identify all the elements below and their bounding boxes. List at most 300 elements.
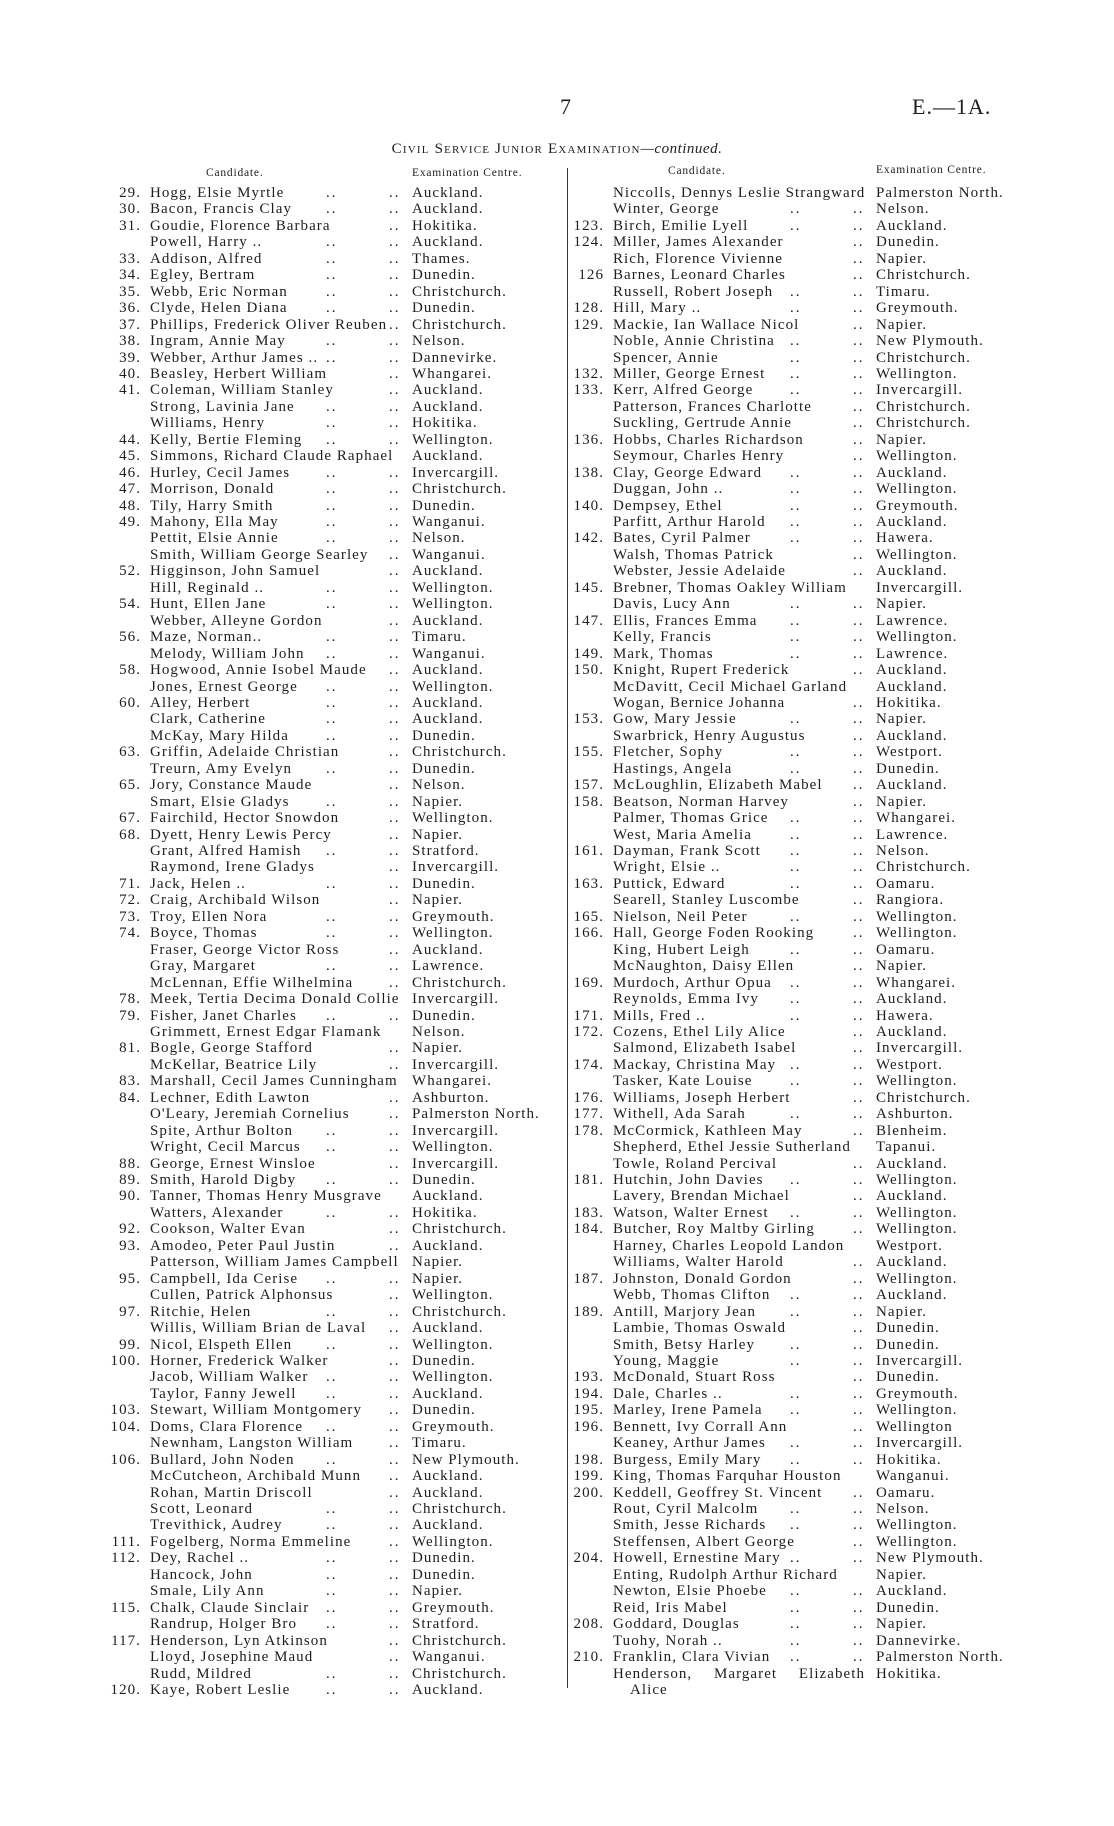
entry-mid-dots: ..	[790, 1435, 802, 1452]
entry-num: 204.	[573, 1550, 604, 1567]
entry-name: Mark, Thomas	[613, 645, 714, 662]
entry-mid-dots: ..	[326, 1665, 338, 1682]
entry-centre: Wellington.	[412, 1287, 494, 1304]
entry-name: Wogan, Bernice Johanna	[613, 694, 786, 711]
entry-name: Williams, Henry	[150, 415, 266, 432]
entry-centre: Wellington.	[876, 1270, 958, 1287]
entry-num: 92.	[119, 1221, 141, 1238]
entry-mid-dots: ..	[790, 941, 802, 958]
entry-centre: Dunedin.	[876, 1369, 940, 1386]
entry-end-dots: ..	[853, 1484, 865, 1501]
entry-name: Murdoch, Arthur Opua	[613, 974, 772, 991]
entry-end-dots: ..	[853, 1550, 865, 1567]
entry-end-dots: ..	[853, 744, 865, 761]
entry-num: 117.	[111, 1632, 141, 1649]
entry-end-dots: ..	[853, 349, 865, 366]
entry-mid-dots: ..	[790, 629, 802, 646]
entry-centre: Hokitika.	[876, 1451, 942, 1468]
entry-end-dots: ..	[853, 1270, 865, 1287]
entry-centre: Christchurch.	[876, 1089, 971, 1106]
entry-name: Fletcher, Sophy	[613, 744, 724, 761]
entry-mid-dots: ..	[326, 283, 338, 300]
entry-end-dots: ..	[853, 1073, 865, 1090]
entry-end-dots: ..	[853, 892, 865, 909]
entry-mid-dots: ..	[790, 908, 802, 925]
entry-mid-dots: ..	[326, 431, 338, 448]
entry-num: 83.	[119, 1073, 141, 1090]
entry-centre: New Plymouth.	[412, 1451, 520, 1468]
entry-mid-dots: ..	[326, 1007, 338, 1024]
entry-centre: Rangiora.	[876, 892, 945, 909]
entry-name: Hill, Reginald ..	[150, 579, 265, 596]
entry-end-dots: ..	[389, 481, 401, 498]
entry-num: 46.	[119, 464, 141, 481]
entry-centre: Auckland.	[412, 1385, 484, 1402]
entry-num: 112.	[111, 1550, 141, 1567]
entry-num: 194.	[573, 1385, 604, 1402]
entry-centre: Christchurch.	[876, 398, 971, 415]
entry-end-dots: ..	[853, 1517, 865, 1534]
entry-name: Cookson, Walter Evan	[150, 1221, 306, 1238]
entry-name: Raymond, Irene Gladys	[150, 859, 315, 876]
entry-centre: Napier.	[412, 1583, 464, 1600]
entry-end-dots: ..	[853, 974, 865, 991]
entry-name: Bogle, George Stafford	[150, 1040, 313, 1057]
entry-centre: Auckland.	[876, 678, 948, 695]
entry-centre: Napier.	[876, 793, 928, 810]
entry-mid-dots: ..	[790, 333, 802, 350]
entry-centre: Dunedin.	[876, 234, 940, 251]
entry-end-dots: ..	[389, 1435, 401, 1452]
entry-num: 171.	[573, 1007, 604, 1024]
entry-end-dots: ..	[853, 1599, 865, 1616]
entry-name: West, Maria Amelia	[613, 826, 752, 843]
entry-centre: Christchurch.	[412, 974, 507, 991]
entry-centre: Timaru.	[412, 629, 467, 646]
entry-name: Webb, Eric Norman	[150, 283, 288, 300]
entry-centre: Napier.	[876, 1303, 928, 1320]
entry-centre: Invercargill.	[876, 1435, 964, 1452]
entry-centre: Auckland.	[412, 941, 484, 958]
entry-centre: Auckland.	[412, 201, 484, 218]
entry-centre: Oamaru.	[876, 1484, 936, 1501]
entry-end-dots: ..	[389, 546, 401, 563]
entry-num: 142.	[573, 530, 604, 547]
entry-name: Webber, Arthur James ..	[150, 349, 319, 366]
entry-end-dots: ..	[853, 826, 865, 843]
entry-mid-dots: ..	[326, 1566, 338, 1583]
entry-end-dots: ..	[389, 382, 401, 399]
entry-name: Fisher, Janet Charles	[150, 1007, 297, 1024]
entry-end-dots: ..	[853, 777, 865, 794]
entry-centre: Palmerston North.	[876, 1649, 1004, 1666]
entry-name: Patterson, Frances Charlotte	[613, 398, 812, 415]
entry-name: Henderson, Lyn Atkinson	[150, 1632, 328, 1649]
entry-name: Smith, Jesse Richards	[613, 1517, 767, 1534]
entry-end-dots: ..	[389, 1007, 401, 1024]
entry-name: Noble, Annie Christina	[613, 333, 775, 350]
entry-name-word: Henderson,	[613, 1665, 693, 1682]
entry-mid-dots: ..	[326, 1204, 338, 1221]
entry-name: Hobbs, Charles Richardson	[613, 431, 804, 448]
entry-centre: Invercargill.	[412, 991, 500, 1008]
entry-num: 153.	[573, 711, 604, 728]
entry-centre: Auckland.	[412, 1188, 484, 1205]
entry-centre: Auckland.	[412, 1517, 484, 1534]
entry-centre: Whangarei.	[876, 810, 957, 827]
entry-name: Parfitt, Arthur Harold	[613, 514, 766, 530]
entry-end-dots: ..	[853, 497, 865, 514]
entry-end-dots: ..	[389, 1418, 401, 1435]
entry-num: 89.	[119, 1172, 141, 1188]
entry-centre: Dannevirke.	[412, 349, 498, 366]
entry-end-dots: ..	[389, 1089, 401, 1106]
entry-end-dots: ..	[853, 1501, 865, 1517]
entry-name: Hutchin, John Davies	[613, 1172, 764, 1188]
entry-end-dots: ..	[853, 1155, 865, 1172]
entry-mid-dots: ..	[326, 514, 338, 530]
entry-name: Meek, Tertia Decima Donald Collie	[150, 991, 400, 1008]
entry-end-dots: ..	[853, 662, 865, 679]
entry-centre: Wellington.	[876, 448, 958, 465]
entry-centre: Dunedin.	[412, 727, 476, 744]
entry-centre: Auckland.	[876, 662, 948, 679]
entry-end-dots: ..	[853, 250, 865, 267]
entry-num: 120.	[110, 1681, 141, 1698]
entry-name: Keaney, Arthur James	[613, 1435, 766, 1452]
entry-centre: Christchurch.	[412, 1303, 507, 1320]
entry-name: Wright, Elsie ..	[613, 859, 721, 876]
entry-num: 33.	[119, 250, 141, 267]
entry-centre: Dunedin.	[412, 1402, 476, 1419]
entry-mid-dots: ..	[790, 1303, 802, 1320]
entry-end-dots: ..	[389, 1320, 401, 1337]
entry-end-dots: ..	[853, 859, 865, 876]
entry-centre: Timaru.	[876, 283, 931, 300]
entry-mid-dots: ..	[326, 1451, 338, 1468]
entry-name: McDonald, Stuart Ross	[613, 1369, 776, 1386]
entry-centre: Christchurch.	[412, 1221, 507, 1238]
entry-mid-dots: ..	[790, 1106, 802, 1123]
entry-mid-dots: ..	[790, 283, 802, 300]
entry-name: Suckling, Gertrude Annie	[613, 415, 792, 432]
entry-name: Dempsey, Ethel	[613, 497, 723, 514]
entry-name: Steffensen, Albert George	[613, 1533, 795, 1550]
entry-num: 195.	[573, 1402, 604, 1419]
entry-name: Jones, Ernest George	[150, 678, 298, 695]
entry-centre: Nelson.	[876, 843, 930, 859]
entry-centre: Auckland.	[876, 727, 948, 744]
report-code-main: E.—1	[912, 94, 968, 119]
entry-centre: Wellington.	[412, 431, 494, 448]
entry-mid-dots: ..	[790, 514, 802, 530]
entry-name: Powell, Harry ..	[150, 234, 263, 251]
entry-name: Watson, Walter Ernest	[613, 1204, 769, 1221]
entry-mid-dots: ..	[790, 843, 802, 859]
entry-mid-dots: ..	[326, 234, 338, 251]
entry-num: 115.	[111, 1599, 141, 1616]
entry-name: King, Hubert Leigh	[613, 941, 750, 958]
entry-centre: Wellington.	[876, 908, 958, 925]
entry-end-dots: ..	[853, 1369, 865, 1386]
entry-end-dots: ..	[389, 1616, 401, 1633]
entry-num: 111.	[111, 1533, 141, 1550]
entry-centre: Wellington.	[412, 579, 494, 596]
entry-mid-dots: ..	[790, 1287, 802, 1304]
entry-end-dots: ..	[853, 760, 865, 777]
entry-centre: Wellington.	[876, 629, 958, 646]
entry-num: 47.	[119, 481, 141, 498]
entry-num: 138.	[573, 464, 604, 481]
entry-centre: Auckland.	[412, 448, 484, 465]
entry-mid-dots: ..	[326, 694, 338, 711]
entry-centre: Lawrence.	[412, 958, 485, 975]
entry-name: Lambie, Thomas Oswald	[613, 1320, 786, 1337]
entry-centre: Auckland.	[876, 217, 948, 234]
entry-end-dots: ..	[853, 629, 865, 646]
entry-mid-dots: ..	[790, 974, 802, 991]
entry-num: 126	[578, 267, 604, 284]
entry-mid-dots: ..	[790, 1517, 802, 1534]
entry-num: 189.	[573, 1303, 604, 1320]
entry-mid-dots: ..	[326, 1550, 338, 1567]
entry-name: Cozens, Ethel Lily Alice	[613, 1023, 786, 1040]
entry-centre: Greymouth.	[412, 908, 495, 925]
entry-centre: Oamaru.	[876, 875, 936, 892]
entry-centre: Napier.	[876, 1616, 928, 1633]
entry-end-dots: ..	[853, 941, 865, 958]
entry-name: Miller, James Alexander	[613, 234, 784, 251]
entry-centre: Wellington.	[876, 365, 958, 382]
entry-num: 177.	[573, 1106, 604, 1123]
entry-end-dots: ..	[853, 1122, 865, 1139]
entry-mid-dots: ..	[790, 859, 802, 876]
entry-centre: Auckland.	[412, 382, 484, 399]
entry-mid-dots: ..	[326, 1369, 338, 1386]
entry-name: Franklin, Clara Vivian	[613, 1649, 771, 1666]
entry-mid-dots: ..	[326, 958, 338, 975]
entry-end-dots: ..	[853, 1533, 865, 1550]
entry-num: 140.	[573, 497, 604, 514]
entry-end-dots: ..	[389, 875, 401, 892]
entry-name: Pettit, Elsie Annie	[150, 530, 279, 547]
entry-name: Jory, Constance Maude	[150, 777, 313, 794]
entry-mid-dots: ..	[326, 1681, 338, 1698]
entry-end-dots: ..	[389, 1204, 401, 1221]
entry-centre: Stratford.	[412, 1616, 480, 1633]
entry-centre: Wellington.	[876, 1172, 958, 1188]
entry-end-dots: ..	[389, 1385, 401, 1402]
entry-num: 129.	[573, 316, 604, 333]
entry-name: Hall, George Foden Rooking	[613, 925, 815, 942]
entry-mid-dots: ..	[326, 1517, 338, 1534]
entry-end-dots: ..	[853, 925, 865, 942]
entry-name: Marley, Irene Pamela	[613, 1402, 763, 1419]
entry-end-dots: ..	[389, 349, 401, 366]
entry-end-dots: ..	[853, 1007, 865, 1024]
entry-name: Tanner, Thomas Henry Musgrave	[150, 1188, 382, 1205]
entry-name: Troy, Ellen Nora	[150, 908, 268, 925]
entry-name: Webb, Thomas Clifton	[613, 1287, 771, 1304]
entry-end-dots: ..	[853, 1089, 865, 1106]
entry-mid-dots: ..	[790, 1451, 802, 1468]
entry-centre: Napier.	[412, 1040, 464, 1057]
entry-centre: Wellington.	[412, 925, 494, 942]
entry-num: 36.	[119, 300, 141, 317]
entry-centre: Auckland.	[412, 694, 484, 711]
entry-end-dots: ..	[853, 201, 865, 218]
entry-num: 63.	[119, 744, 141, 761]
entry-num: 199.	[573, 1468, 604, 1485]
entry-end-dots: ..	[389, 1139, 401, 1156]
entry-centre: Napier.	[876, 711, 928, 728]
entry-name: Tily, Harry Smith	[150, 497, 274, 514]
entry-name: McNaughton, Daisy Ellen	[613, 958, 795, 975]
entry-centre: Whangarei.	[412, 365, 493, 382]
entry-centre: Hokitika.	[876, 1665, 942, 1682]
entry-end-dots: ..	[853, 1056, 865, 1073]
entry-mid-dots: ..	[790, 1172, 802, 1188]
entry-mid-dots: ..	[326, 267, 338, 284]
entry-centre: Napier.	[876, 431, 928, 448]
entry-mid-dots: ..	[326, 1122, 338, 1139]
entry-num: 166.	[573, 925, 604, 942]
entry-name: Griffin, Adelaide Christian	[150, 744, 340, 761]
entry-name: Tasker, Kate Louise	[613, 1073, 753, 1090]
entry-mid-dots: ..	[326, 1418, 338, 1435]
entry-mid-dots: ..	[326, 464, 338, 481]
entry-end-dots: ..	[389, 1599, 401, 1616]
entry-centre: Nelson.	[412, 777, 466, 794]
entry-end-dots: ..	[389, 1566, 401, 1583]
entry-centre: Wellington.	[412, 1336, 494, 1353]
entry-centre: Napier.	[412, 793, 464, 810]
entry-num: 48.	[119, 497, 141, 514]
entry-num: 161.	[573, 843, 604, 859]
entry-mid-dots: ..	[790, 349, 802, 366]
entry-centre: Auckland.	[412, 1681, 484, 1698]
entry-end-dots: ..	[853, 448, 865, 465]
entry-centre: Napier.	[876, 1566, 928, 1583]
entry-centre: Wellington	[876, 1418, 953, 1435]
entry-name: Gray, Margaret	[150, 958, 256, 975]
entry-centre: Invercargill.	[412, 464, 500, 481]
entry-mid-dots: ..	[790, 481, 802, 498]
entry-num: 90.	[119, 1188, 141, 1205]
entry-end-dots: ..	[389, 333, 401, 350]
entry-centre: Hokitika.	[412, 1204, 478, 1221]
entry-name: Burgess, Emily Mary	[613, 1451, 762, 1468]
entry-mid-dots: ..	[326, 875, 338, 892]
entry-num: 29.	[119, 185, 141, 201]
entry-name: McCutcheon, Archibald Munn	[150, 1468, 362, 1485]
entry-name: Scott, Leonard	[150, 1501, 254, 1517]
entry-name: Spencer, Annie	[613, 349, 719, 366]
entry-end-dots: ..	[389, 250, 401, 267]
entry-name: Treurn, Amy Evelyn	[150, 760, 293, 777]
entry-name: Hurley, Cecil James	[150, 464, 291, 481]
entry-mid-dots: ..	[326, 908, 338, 925]
entry-name: Ingram, Annie May	[150, 333, 286, 350]
entry-name: Howell, Ernestine Mary	[613, 1550, 781, 1567]
entry-mid-dots: ..	[790, 1402, 802, 1419]
entry-name: Willis, William Brian de Laval	[150, 1320, 367, 1337]
entry-centre: Auckland.	[876, 563, 948, 580]
entry-end-dots: ..	[853, 283, 865, 300]
entry-mid-dots: ..	[326, 185, 338, 201]
entry-name: Taylor, Fanny Jewell	[150, 1385, 297, 1402]
entry-centre: Auckland.	[876, 1583, 948, 1600]
entry-end-dots: ..	[389, 1550, 401, 1567]
entry-num: 30.	[119, 201, 141, 218]
entry-end-dots: ..	[853, 727, 865, 744]
entry-name: McLoughlin, Elizabeth Mabel	[613, 777, 823, 794]
entry-end-dots: ..	[389, 185, 401, 201]
entry-mid-dots: ..	[326, 1599, 338, 1616]
entry-name: Watters, Alexander	[150, 1204, 284, 1221]
entry-name: Grimmett, Ernest Edgar Flamank	[150, 1023, 382, 1040]
entry-centre: Nelson.	[876, 201, 930, 218]
entry-end-dots: ..	[853, 333, 865, 350]
report-code	[912, 94, 991, 120]
entry-mid-dots: ..	[790, 1352, 802, 1369]
entry-end-dots: ..	[389, 826, 401, 843]
entry-name: Lechner, Edith Lawton	[150, 1089, 311, 1106]
entry-name: Swarbrick, Henry Augustus	[613, 727, 806, 744]
entry-num: 34.	[119, 267, 141, 284]
entry-end-dots: ..	[853, 1418, 865, 1435]
entry-end-dots: ..	[389, 431, 401, 448]
entry-centre: Auckland.	[876, 464, 948, 481]
entry-centre: Lawrence.	[876, 645, 949, 662]
entry-centre: Timaru.	[412, 1435, 467, 1452]
entry-mid-dots: ..	[326, 1583, 338, 1600]
entry-centre: Invercargill.	[412, 1155, 500, 1172]
entry-mid-dots: ..	[326, 727, 338, 744]
entry-end-dots: ..	[389, 1665, 401, 1682]
entry-end-dots: ..	[853, 694, 865, 711]
entry-num: 67.	[119, 810, 141, 827]
entry-mid-dots: ..	[790, 530, 802, 547]
entry-end-dots: ..	[853, 991, 865, 1008]
entry-mid-dots: ..	[790, 1632, 802, 1649]
entry-centre: Wellington.	[876, 1533, 958, 1550]
entry-num: 45.	[119, 448, 141, 465]
entry-name: Palmer, Thomas Grice	[613, 810, 769, 827]
entry-end-dots: ..	[389, 711, 401, 728]
entry-num: 68.	[119, 826, 141, 843]
entry-centre: Oamaru.	[876, 941, 936, 958]
entry-name: George, Ernest Winsloe	[150, 1155, 316, 1172]
entry-end-dots: ..	[853, 563, 865, 580]
title-main: Civil Service Junior Examination	[391, 141, 641, 157]
entry-centre: Napier.	[876, 250, 928, 267]
entry-centre: Dunedin.	[412, 760, 476, 777]
entry-num: 174.	[573, 1056, 604, 1073]
entry-centre: Wanganui.	[876, 1468, 950, 1485]
entry-name: Webster, Jessie Adelaide	[613, 563, 786, 580]
entry-mid-dots: ..	[326, 596, 338, 613]
entry-num: 37.	[119, 316, 141, 333]
entry-mid-dots: ..	[326, 793, 338, 810]
entry-centre: Wanganui.	[412, 645, 486, 662]
entry-end-dots: ..	[389, 217, 401, 234]
entry-centre: Auckland.	[412, 612, 484, 629]
entry-name: Jack, Helen ..	[150, 875, 246, 892]
entry-name: Newton, Elsie Phoebe	[613, 1583, 767, 1600]
entry-centre: Blenheim.	[876, 1122, 948, 1139]
entry-end-dots: ..	[853, 1583, 865, 1600]
